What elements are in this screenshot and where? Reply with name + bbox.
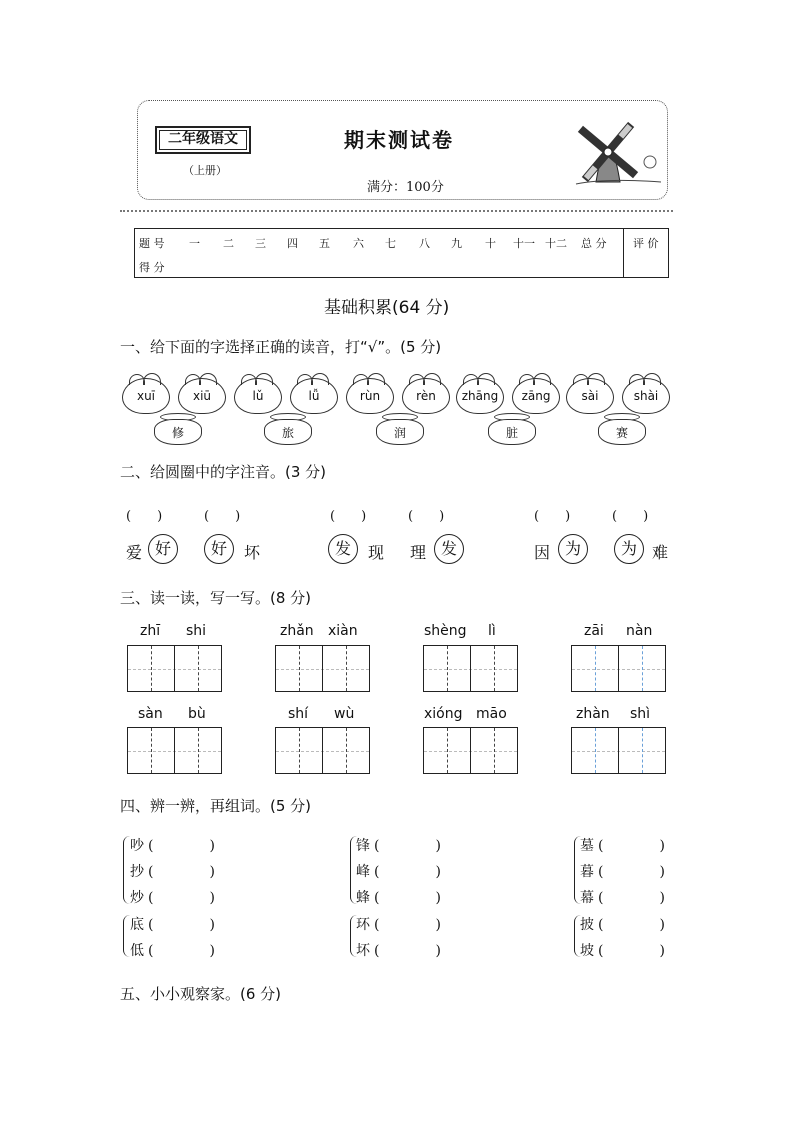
word-blank[interactable]: ( )	[148, 943, 215, 959]
character-pot: 修	[154, 413, 202, 445]
character-pot: 旅	[264, 413, 312, 445]
pinyin-label: zhī	[140, 623, 161, 639]
char-item: 坡	[580, 943, 594, 959]
pinyin-label: shi	[186, 623, 207, 639]
char-item: 低	[130, 943, 144, 959]
writing-grid[interactable]	[275, 645, 370, 692]
pinyin-option-cloud[interactable]: rùn	[346, 378, 394, 414]
word-char: 坏	[244, 543, 261, 562]
circled-char: 好	[204, 534, 234, 564]
table-header-cell: 一	[189, 237, 200, 250]
circled-char: 为	[614, 534, 644, 564]
answer-blank[interactable]: ( )	[204, 509, 241, 524]
word-blank[interactable]: ( )	[374, 890, 441, 906]
char-item: 暮	[580, 864, 594, 880]
table-header-cell: 六	[353, 237, 364, 250]
pinyin-label: zhǎn	[280, 623, 314, 639]
character-pot: 脏	[488, 413, 536, 445]
table-header-cell: 九	[451, 237, 462, 250]
writing-grid[interactable]	[423, 727, 518, 774]
grade-label: 二年级语文	[155, 126, 251, 154]
pinyin-label: lì	[488, 623, 496, 639]
word-blank[interactable]: ( )	[148, 890, 215, 906]
word-blank[interactable]: ( )	[374, 864, 441, 880]
score-row-label: 得 分	[139, 261, 165, 274]
q2-title: 二、给圆圈中的字注音。(3 分)	[120, 463, 327, 481]
volume-label: （上册）	[183, 164, 227, 177]
table-header-cell: 十	[485, 237, 496, 250]
answer-blank[interactable]: ( )	[330, 509, 367, 524]
brace	[123, 836, 130, 904]
char-item: 墓	[580, 838, 594, 854]
score-table	[134, 228, 669, 278]
char-item: 底	[130, 917, 144, 933]
windmill-illustration	[566, 110, 666, 192]
char-item: 幕	[580, 890, 594, 906]
char-item: 披	[580, 917, 594, 933]
circled-char: 发	[328, 534, 358, 564]
word-char: 难	[652, 543, 669, 562]
table-header-cell: 十二	[545, 237, 567, 250]
word-blank[interactable]: ( )	[148, 864, 215, 880]
pinyin-option-cloud[interactable]: lǚ	[290, 378, 338, 414]
pinyin-label: sàn	[138, 706, 163, 722]
answer-blank[interactable]: ( )	[534, 509, 571, 524]
pinyin-option-cloud[interactable]: rèn	[402, 378, 450, 414]
brace	[123, 915, 130, 957]
circled-char: 为	[558, 534, 588, 564]
word-char: 理	[410, 543, 427, 562]
word-blank[interactable]: ( )	[374, 917, 441, 933]
writing-grid[interactable]	[423, 645, 518, 692]
evaluation-label: 评 价	[633, 237, 659, 250]
writing-grid[interactable]	[571, 645, 666, 692]
pinyin-label: xióng	[424, 706, 463, 722]
pinyin-label: zhàn	[576, 706, 610, 722]
char-item: 炒	[130, 890, 144, 906]
pinyin-label: māo	[476, 706, 507, 722]
total-score: 满分：100分	[367, 180, 444, 195]
table-header-cell: 四	[287, 237, 298, 250]
writing-grid[interactable]	[127, 727, 222, 774]
pinyin-label: shí	[288, 706, 309, 722]
table-header-cell: 八	[419, 237, 430, 250]
writing-grid[interactable]	[127, 645, 222, 692]
pinyin-option-cloud[interactable]: xuī	[122, 378, 170, 414]
word-blank[interactable]: ( )	[598, 943, 665, 959]
table-header-cell: 七	[385, 237, 396, 250]
char-item: 坏	[356, 943, 370, 959]
table-header-cell: 题 号	[139, 237, 165, 250]
table-header-cell: 五	[319, 237, 330, 250]
word-blank[interactable]: ( )	[598, 864, 665, 880]
pinyin-option-cloud[interactable]: sài	[566, 378, 614, 414]
char-item: 抄	[130, 864, 144, 880]
word-blank[interactable]: ( )	[148, 917, 215, 933]
table-header-cell: 三	[255, 237, 266, 250]
q3-title: 三、读一读，写一写。(8 分)	[120, 589, 312, 607]
pinyin-option-cloud[interactable]: shài	[622, 378, 670, 414]
table-header-cell: 二	[223, 237, 234, 250]
header-separator	[120, 210, 673, 212]
circled-char: 好	[148, 534, 178, 564]
word-char: 爱	[126, 543, 143, 562]
pinyin-option-cloud[interactable]: xiū	[178, 378, 226, 414]
q1-title: 一、给下面的字选择正确的读音，打“√”。(5 分)	[120, 338, 442, 356]
char-item: 蜂	[356, 890, 370, 906]
pinyin-label: shèng	[424, 623, 467, 639]
char-item: 环	[356, 917, 370, 933]
character-pot: 赛	[598, 413, 646, 445]
writing-grid[interactable]	[571, 727, 666, 774]
table-header-cell: 总 分	[581, 237, 607, 250]
answer-blank[interactable]: ( )	[612, 509, 649, 524]
word-blank[interactable]: ( )	[598, 838, 665, 854]
char-item: 峰	[356, 864, 370, 880]
pinyin-label: bù	[188, 706, 206, 722]
char-item: 锋	[356, 838, 370, 854]
section-basics: 基础积累(64 分)	[324, 298, 450, 318]
word-blank[interactable]: ( )	[598, 917, 665, 933]
character-pot: 润	[376, 413, 424, 445]
pinyin-option-cloud[interactable]: zhāng	[456, 378, 504, 414]
answer-blank[interactable]: ( )	[126, 509, 163, 524]
page-title: 期末测试卷	[344, 128, 454, 152]
char-item: 吵	[130, 838, 144, 854]
pinyin-label: xiàn	[328, 623, 358, 639]
pinyin-label: nàn	[626, 623, 653, 639]
word-blank[interactable]: ( )	[374, 838, 441, 854]
q5-title: 五、小小观察家。(6 分)	[120, 985, 282, 1003]
pinyin-label: shì	[630, 706, 651, 722]
pinyin-option-cloud[interactable]: zāng	[512, 378, 560, 414]
circled-char: 发	[434, 534, 464, 564]
word-char: 因	[534, 543, 551, 562]
pinyin-option-cloud[interactable]: lǔ	[234, 378, 282, 414]
word-blank[interactable]: ( )	[148, 838, 215, 854]
writing-grid[interactable]	[275, 727, 370, 774]
answer-blank[interactable]: ( )	[408, 509, 445, 524]
word-char: 现	[368, 543, 385, 562]
pinyin-label: zāi	[584, 623, 604, 639]
table-header-cell: 十一	[513, 237, 535, 250]
pinyin-label: wù	[334, 706, 355, 722]
word-blank[interactable]: ( )	[374, 943, 441, 959]
q4-title: 四、辨一辨，再组词。(5 分)	[120, 797, 312, 815]
word-blank[interactable]: ( )	[598, 890, 665, 906]
